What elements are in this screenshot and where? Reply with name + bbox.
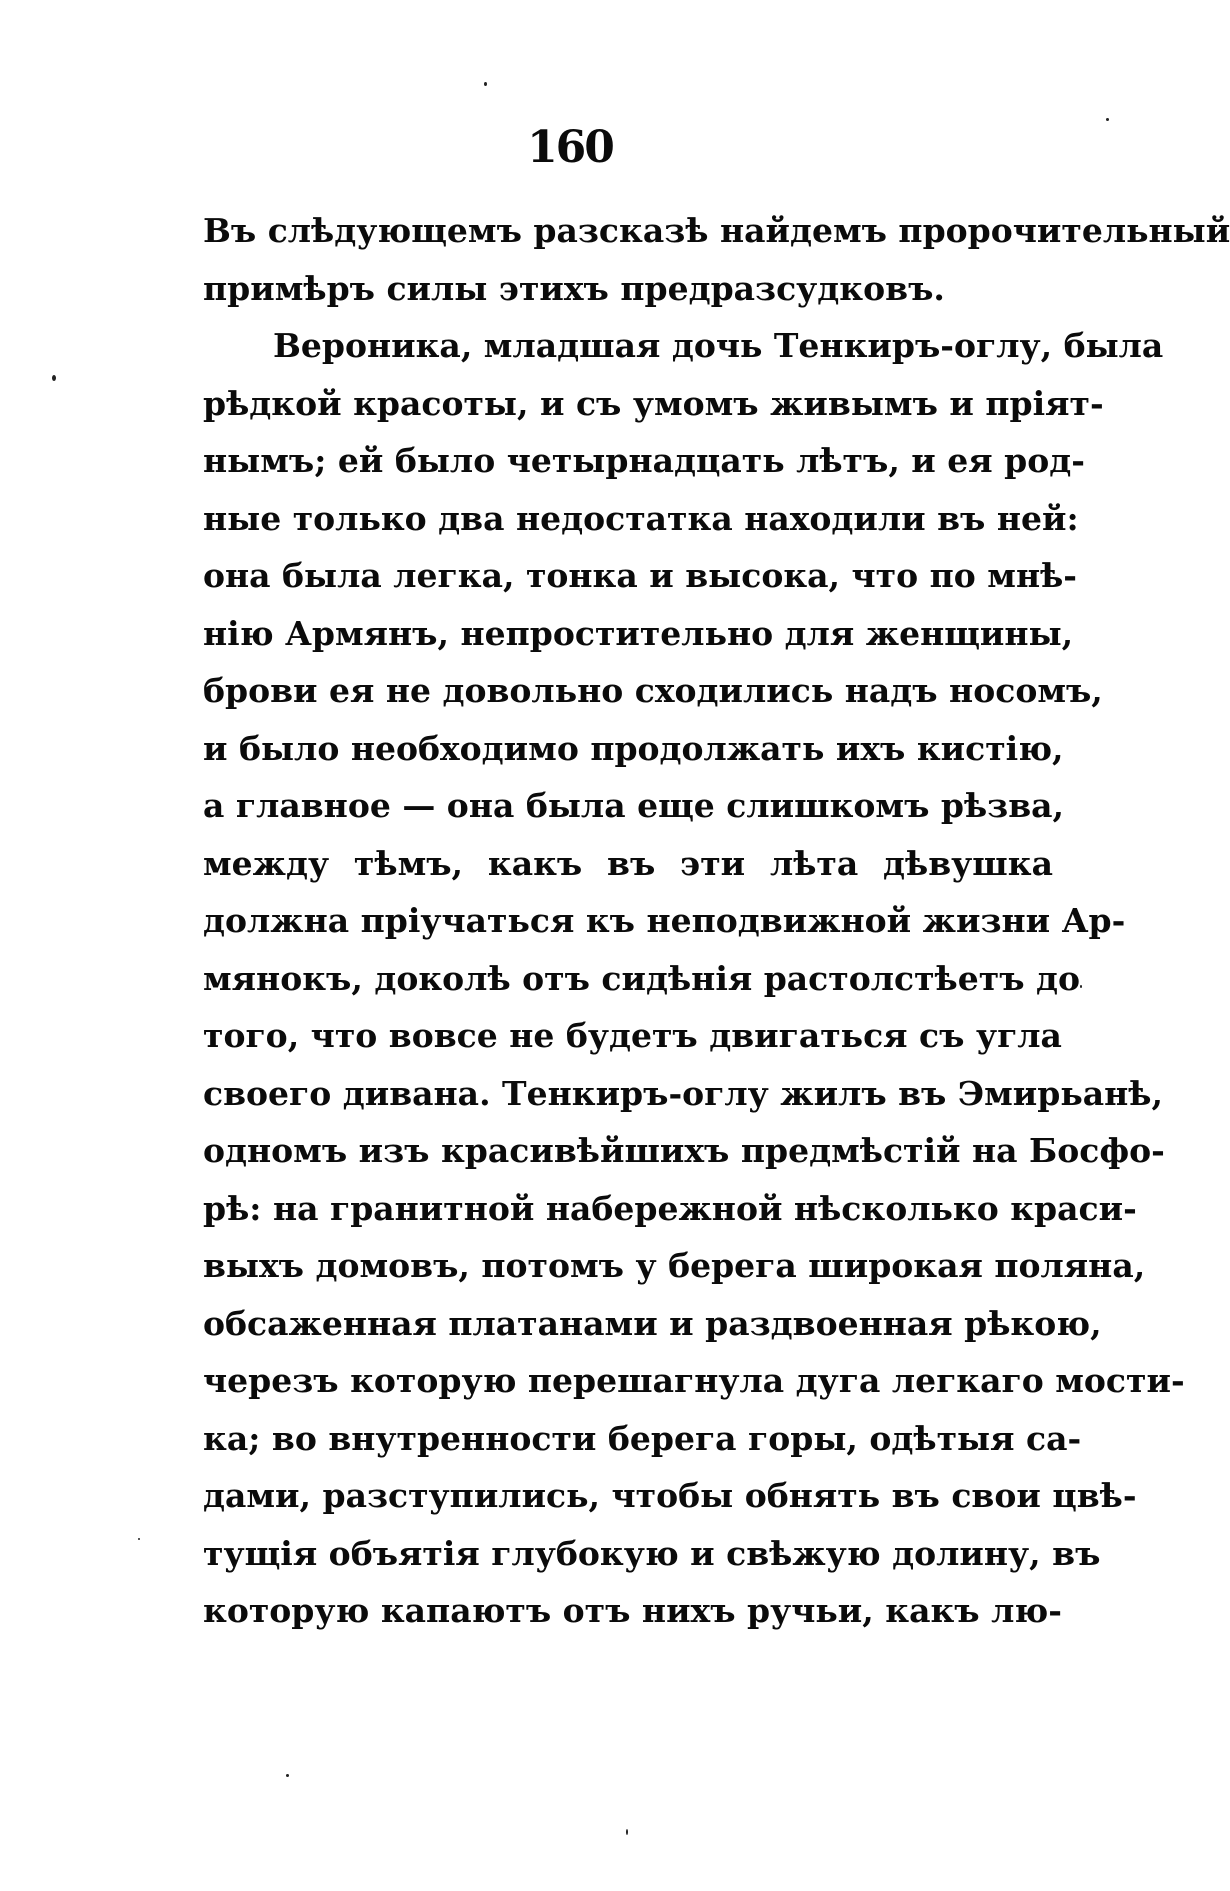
text-line: ка; во внутренности берега горы, одѣтыя са- bbox=[203, 1418, 1082, 1458]
text-line: тущія объятія глубокую и свѣжую долину, въ bbox=[203, 1533, 1101, 1573]
scan-speck bbox=[138, 1538, 140, 1540]
scan-speck bbox=[286, 1774, 289, 1777]
text-line: мянокъ, доколѣ отъ сидѣнія растолстѣетъ до bbox=[203, 958, 1080, 998]
text-line: примѣръ силы этихъ предразсудковъ. bbox=[203, 268, 945, 308]
text-line: того, что вовсе не будетъ двигаться съ угла bbox=[203, 1016, 1062, 1055]
scan-speck bbox=[1080, 985, 1082, 988]
text-line: своего дивана. Тенкиръ-оглу жилъ въ Эмирьанѣ, bbox=[203, 1073, 1163, 1113]
text-line: Вероника, младшая дочь Тенкиръ-оглу, была bbox=[273, 326, 1164, 365]
body-text bbox=[203, 202, 1230, 1640]
scan-speck bbox=[484, 82, 487, 86]
text-line: нію Армянъ, непростительно для женщины, bbox=[203, 613, 1074, 653]
text-line: Въ слѣдующемъ разсказѣ найдемъ пророчительный bbox=[203, 211, 1230, 250]
text-line: одномъ изъ красивѣйшихъ предмѣстій на Босфо- bbox=[203, 1131, 1165, 1170]
text-line: которую капаютъ отъ нихъ ручьи, какъ лю- bbox=[203, 1591, 1062, 1630]
text-line: рѣ: на гранитной набережной нѣсколько краси- bbox=[203, 1188, 1137, 1228]
text-line: должна пріучаться къ неподвижной жизни Ар- bbox=[203, 901, 1126, 940]
scan-speck bbox=[626, 1829, 628, 1835]
scan-speck bbox=[1106, 118, 1109, 121]
text-line: и было необходимо продолжать ихъ кистію, bbox=[203, 728, 1064, 768]
text-line: а главное — она была еще слишкомъ рѣзва, bbox=[203, 786, 1065, 825]
scan-speck bbox=[52, 375, 56, 381]
text-line: ные только два недостатка находили въ ней: bbox=[203, 498, 1079, 538]
text-line: она была легка, тонка и высока, что по мнѣ- bbox=[203, 556, 1078, 595]
text-line: нымъ; ей было четырнадцать лѣтъ, и ея род- bbox=[203, 441, 1085, 480]
text-line: черезъ которую перешагнула дуга легкаго мости- bbox=[203, 1361, 1185, 1400]
text-line: выхъ домовъ, потомъ у берега широкая поляна, bbox=[203, 1246, 1146, 1285]
page-number: 160 bbox=[527, 122, 613, 173]
text-line: рѣдкой красоты, и съ умомъ живымъ и пріят- bbox=[203, 383, 1104, 423]
text-line: брови ея не довольно сходились надъ носомъ, bbox=[203, 671, 1103, 710]
text-line: дами, разступились, чтобы обнять въ свои цвѣ- bbox=[203, 1476, 1137, 1515]
text-line: между тѣмъ, какъ въ эти лѣта дѣвушка bbox=[203, 843, 1053, 883]
text-line: обсаженная платанами и раздвоенная рѣкою, bbox=[203, 1303, 1102, 1343]
